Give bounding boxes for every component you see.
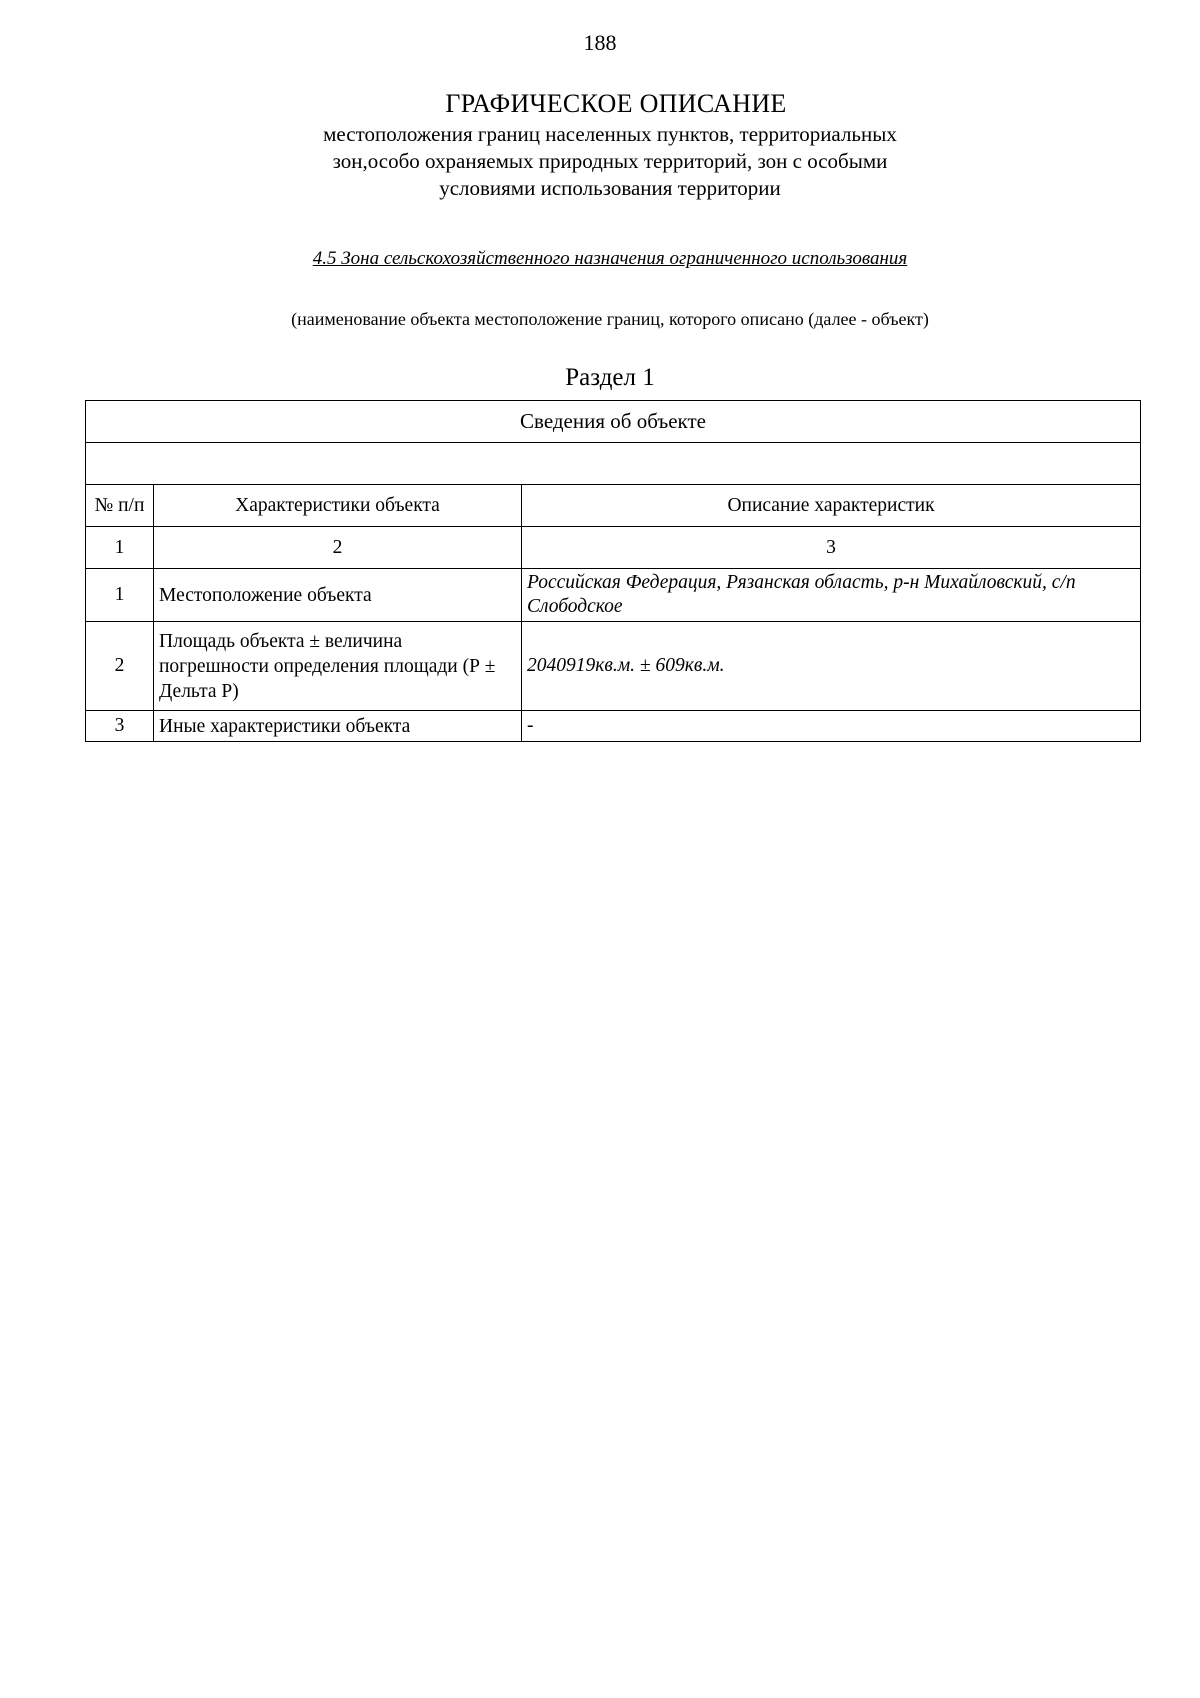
header-number: № п/п bbox=[86, 485, 154, 527]
table-row bbox=[86, 569, 1141, 622]
row-characteristic: Местоположение объекта bbox=[154, 569, 522, 622]
row-number: 1 bbox=[86, 569, 154, 622]
subtitle-line: зон,особо охраняемых природных территорий, зон с особыми bbox=[332, 149, 888, 173]
column-number: 2 bbox=[154, 527, 522, 569]
table-empty-cell bbox=[86, 443, 1141, 485]
row-characteristic: Площадь объекта ± величина погрешности определения площади (Р ± Дельта Р) bbox=[154, 622, 522, 711]
row-value: 2040919кв.м. ± 609кв.м. bbox=[522, 622, 1141, 711]
object-name: 4.5 Зона сельскохозяйственного назначения ограниченного использования bbox=[312, 248, 908, 269]
row-characteristic: Иные характеристики объекта bbox=[154, 711, 522, 742]
object-name-caption: (наименование объекта местоположение границ, которого описано (далее - объект) bbox=[291, 309, 929, 329]
row-number: 3 bbox=[86, 711, 154, 742]
document-title: ГРАФИЧЕСКОЕ ОПИСАНИЕ bbox=[445, 89, 787, 118]
table-column-numbers-row bbox=[86, 527, 1141, 569]
document-subtitle bbox=[0, 121, 1200, 202]
row-value: - bbox=[522, 711, 1141, 742]
column-number: 1 bbox=[86, 527, 154, 569]
page-number: 188 bbox=[583, 30, 617, 55]
subtitle-line: условиями использования территории bbox=[439, 176, 781, 200]
column-number: 3 bbox=[522, 527, 1141, 569]
row-number: 2 bbox=[86, 622, 154, 711]
header-characteristic: Характеристики объекта bbox=[154, 485, 522, 527]
section-title: Раздел 1 bbox=[565, 364, 655, 391]
subtitle-line: местоположения границ населенных пунктов, территориальных bbox=[323, 122, 897, 146]
row-value: Российская Федерация, Рязанская область, р-н Михайловский, с/п Слободское bbox=[522, 569, 1141, 622]
object-info-table bbox=[85, 400, 1141, 742]
table-caption: Сведения об объекте bbox=[86, 401, 1141, 443]
table-caption-row bbox=[86, 401, 1141, 443]
table-empty-row bbox=[86, 443, 1141, 485]
header-description: Описание характеристик bbox=[522, 485, 1141, 527]
table-row bbox=[86, 711, 1141, 742]
table-row bbox=[86, 622, 1141, 711]
table-header-row bbox=[86, 485, 1141, 527]
